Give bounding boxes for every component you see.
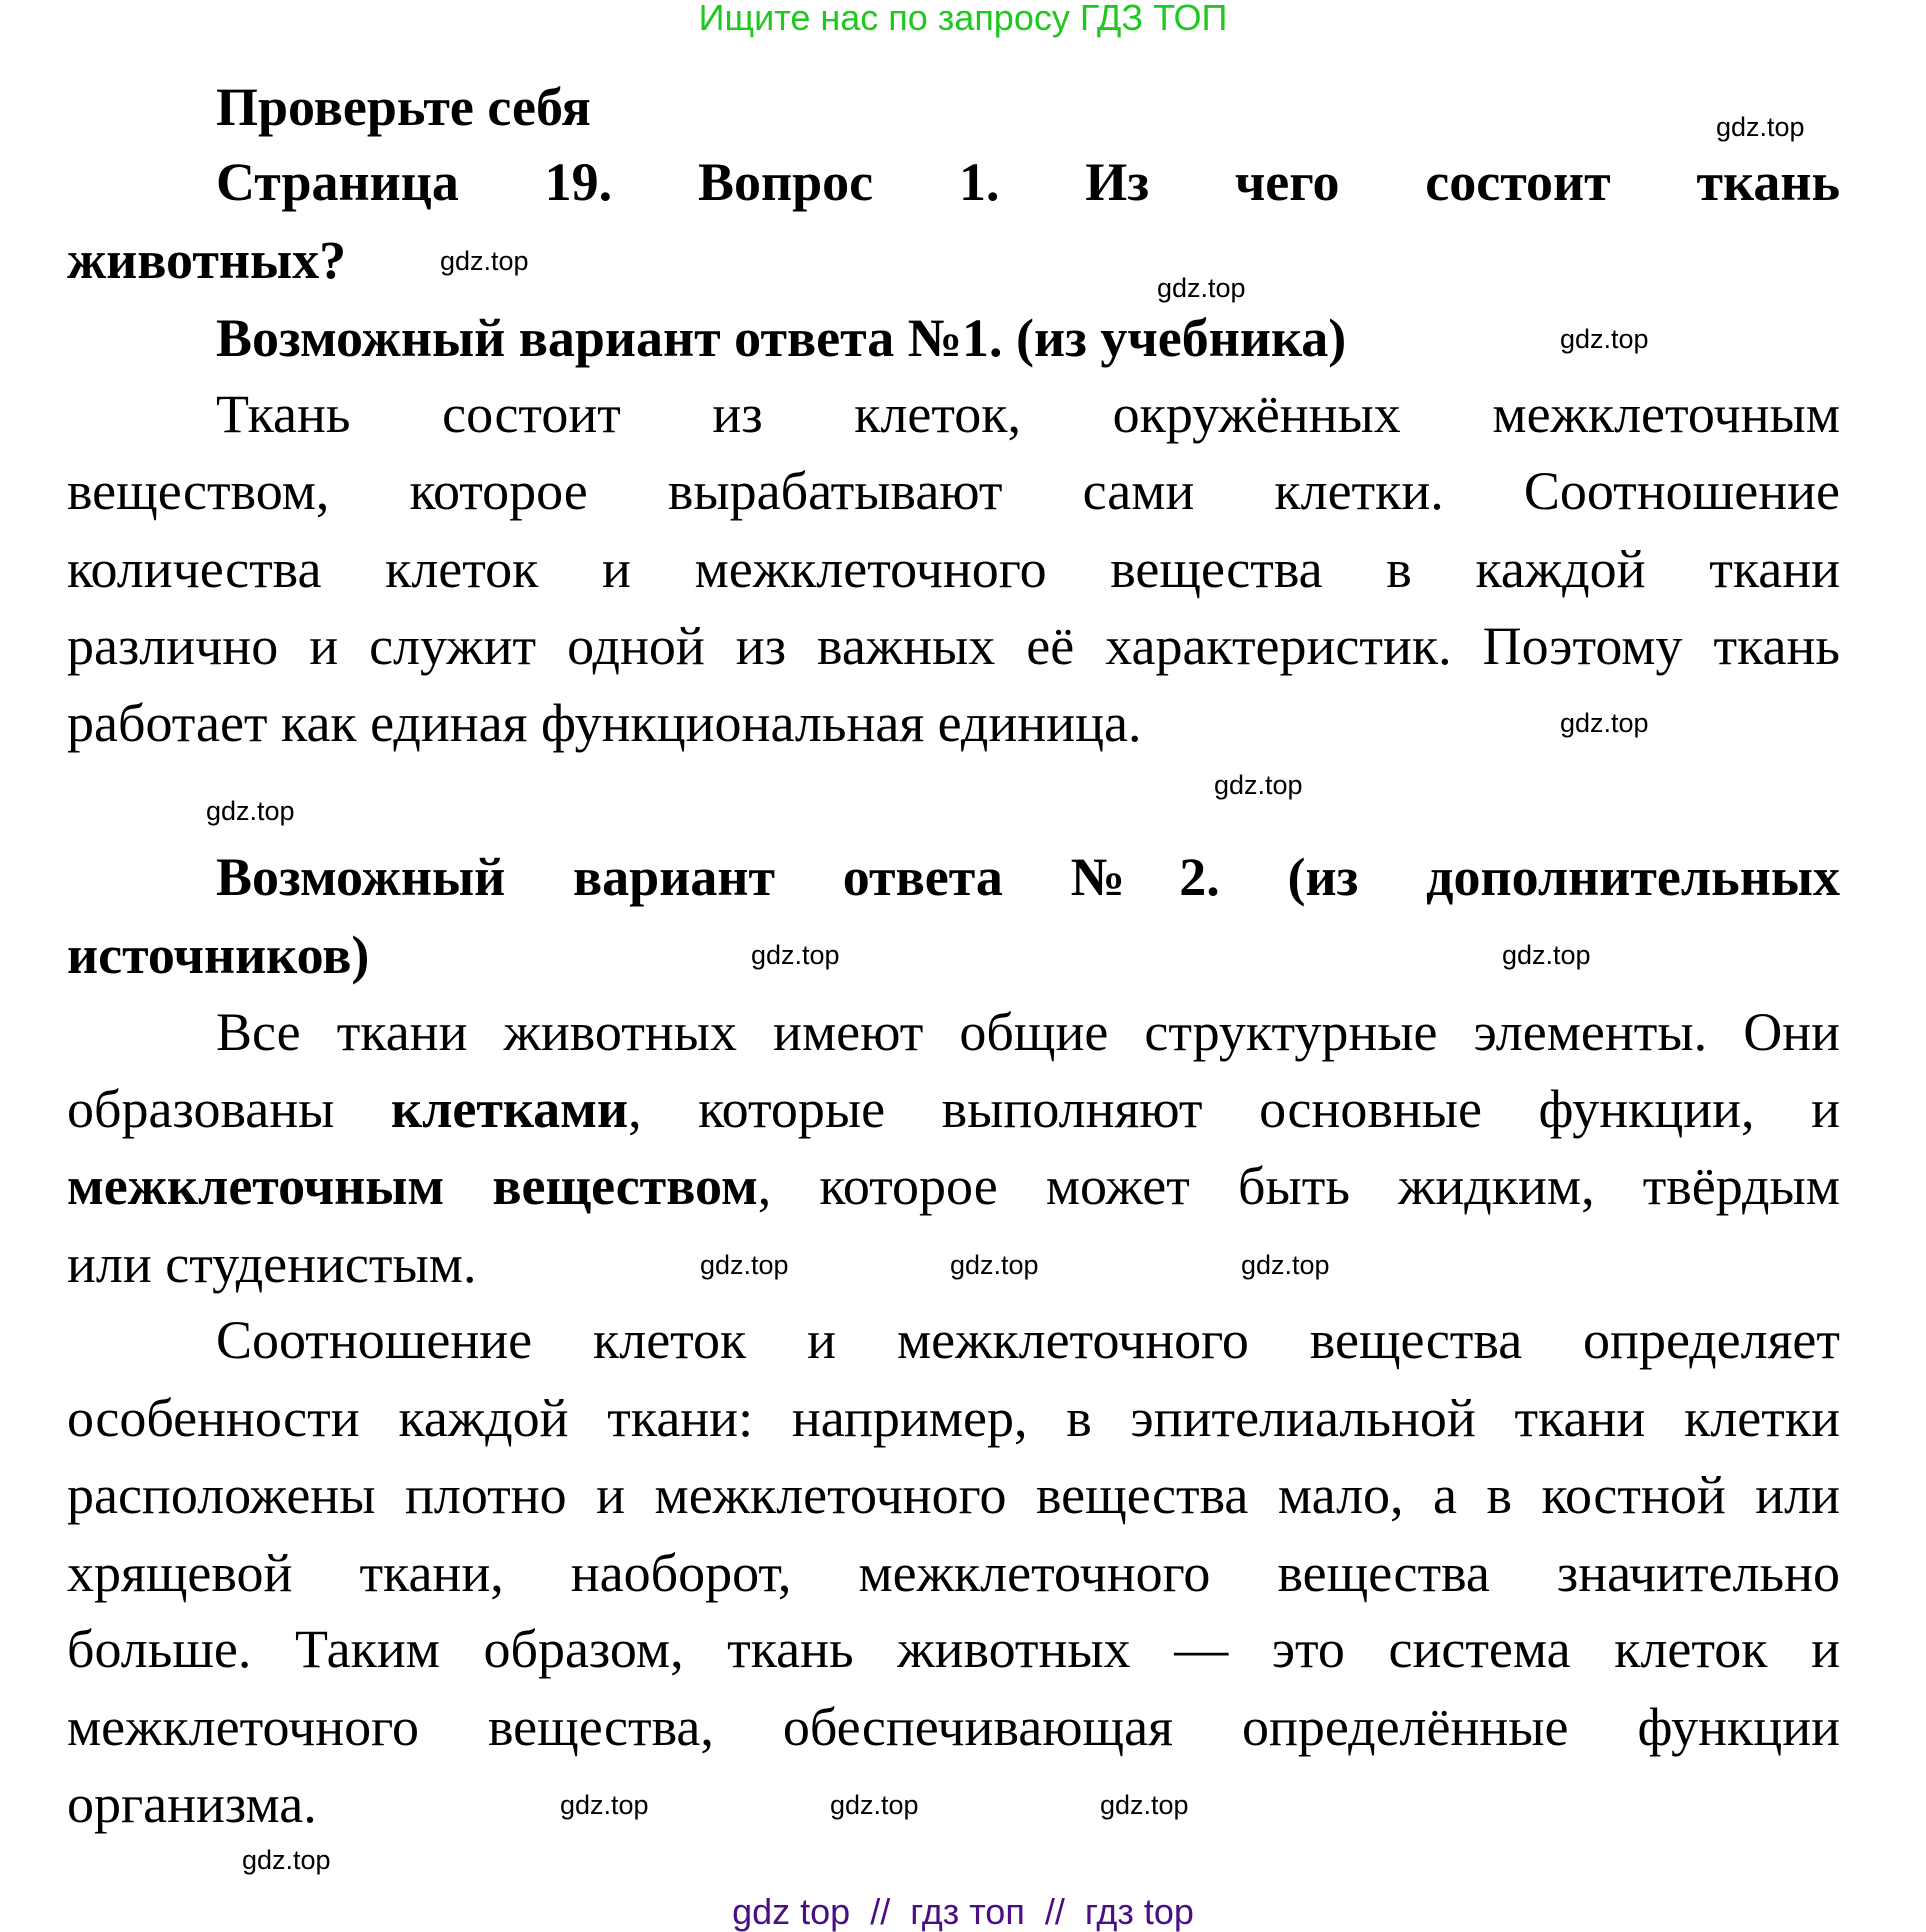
watermark: gdz.top bbox=[950, 1250, 1039, 1280]
watermark: gdz.top bbox=[830, 1790, 919, 1820]
answer1-line: различно и служит одной из важных её характеристик. Поэтому ткань bbox=[67, 616, 1840, 676]
text: , которые выполняют основные функции, и bbox=[628, 1079, 1841, 1139]
watermark: gdz.top bbox=[560, 1790, 649, 1820]
watermark: gdz.top bbox=[440, 246, 529, 276]
answer1-heading: Возможный вариант ответа №1. (из учебника) bbox=[216, 308, 1347, 368]
answer2-line: межклеточного вещества, обеспечивающая определённые функции bbox=[67, 1697, 1840, 1757]
watermark: gdz.top bbox=[1716, 112, 1805, 142]
answer2-line: Все ткани животных имеют общие структурные элементы. Они bbox=[216, 1002, 1840, 1062]
answer2-line: или студенистым. bbox=[67, 1234, 477, 1294]
answer2-line: расположены плотно и межклеточного вещества мало, а в костной или bbox=[67, 1465, 1840, 1525]
watermark: gdz.top bbox=[1560, 324, 1649, 354]
watermark: gdz.top bbox=[242, 1845, 331, 1875]
text: , которое может быть жидким, твёрдым bbox=[757, 1156, 1840, 1216]
watermark: gdz.top bbox=[1214, 770, 1303, 800]
section-title: Проверьте себя bbox=[216, 77, 591, 137]
answer2-heading-line-2: источников) bbox=[67, 925, 370, 985]
answer2-line: Соотношение клеток и межклеточного вещества определяет bbox=[216, 1310, 1840, 1370]
text: образованы bbox=[67, 1079, 391, 1139]
answer2-line: организма. bbox=[67, 1774, 317, 1834]
watermark: gdz.top bbox=[1100, 1790, 1189, 1820]
bold-term: межклеточным веществом bbox=[67, 1156, 758, 1216]
answer2-line: особенности каждой ткани: например, в эпителиальной ткани клетки bbox=[67, 1388, 1840, 1448]
watermark: gdz.top bbox=[700, 1250, 789, 1280]
answer2-line: хрящевой ткани, наоборот, межклеточного вещества значительно bbox=[67, 1543, 1840, 1603]
question-line-2: животных? bbox=[67, 230, 347, 290]
watermark: gdz.top bbox=[206, 796, 295, 826]
bottom-banner: gdz top // гдз топ // гдз top bbox=[732, 1891, 1194, 1932]
answer1-line: количества клеток и межклеточного вещества в каждой ткани bbox=[67, 539, 1840, 599]
answer2-line: больше. Таким образом, ткань животных — это система клеток и bbox=[67, 1619, 1840, 1679]
watermark: gdz.top bbox=[1502, 940, 1591, 970]
answer1-line: работает как единая функциональная единица. bbox=[67, 693, 1142, 753]
answer2-line bbox=[67, 1156, 1840, 1216]
watermark: gdz.top bbox=[751, 940, 840, 970]
answer1-line: Ткань состоит из клеток, окружённых межклеточным bbox=[216, 384, 1840, 444]
question-line-1: Страница 19. Вопрос 1. Из чего состоит ткань bbox=[216, 152, 1840, 212]
watermark: gdz.top bbox=[1560, 708, 1649, 738]
top-banner: Ищите нас по запросу ГДЗ ТОП bbox=[698, 0, 1228, 38]
watermark: gdz.top bbox=[1157, 273, 1246, 303]
answer2-heading-line-1: Возможный вариант ответа №2. (из дополнительных bbox=[216, 847, 1840, 907]
answer1-line: веществом, которое вырабатывают сами клетки. Соотношение bbox=[67, 461, 1840, 521]
answer2-line bbox=[67, 1079, 1841, 1139]
bold-term: клетками bbox=[390, 1079, 629, 1139]
watermark: gdz.top bbox=[1241, 1250, 1330, 1280]
